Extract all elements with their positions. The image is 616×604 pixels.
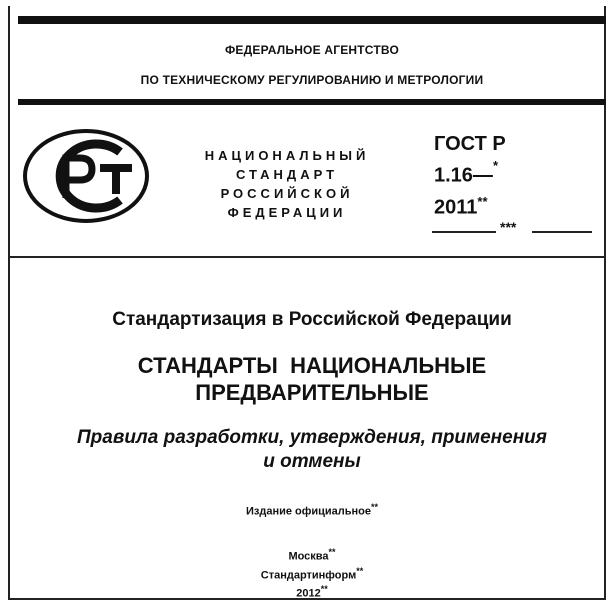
edition-note: [18, 502, 606, 518]
national-standard-label: [184, 146, 390, 222]
subtitle: [18, 426, 606, 474]
national-standard-line4: ФЕДЕРАЦИИ: [227, 205, 347, 220]
edition-text: Издание официальное: [245, 505, 372, 518]
standard-designation: [434, 131, 506, 220]
subtitle-line1: Правила разработки, утверждения, применения: [77, 427, 547, 448]
publisher-name-text: Стандартинформ: [260, 569, 357, 582]
designation-blanks: [432, 219, 592, 235]
publisher-city-mark: **: [328, 547, 336, 557]
header-rule: [18, 99, 606, 105]
top-rule: [18, 16, 606, 24]
publisher-year-text: 2012: [296, 587, 321, 600]
national-standard-line1: НАЦИОНАЛЬНЫЙ: [204, 148, 370, 163]
series-title: Стандартизация в Российской Федерации: [112, 309, 512, 330]
publisher-name: [18, 564, 606, 583]
main-title-line1: СТАНДАРТЫ НАЦИОНАЛЬНЫЕ: [137, 353, 487, 378]
designation-year-text: 2011: [434, 196, 478, 219]
publisher-city-text: Москва: [288, 550, 329, 563]
publisher-year: [18, 582, 606, 601]
blank-line-left: [432, 231, 496, 233]
blank-line-right: [532, 231, 592, 233]
agency-name-line2: ПО ТЕХНИЧЕСКОМУ РЕГУЛИРОВАНИЮ И МЕТРОЛОГИИ: [140, 73, 484, 87]
subtitle-line2: и отмены: [263, 451, 361, 472]
designation-year-mark: **: [477, 193, 488, 209]
edition-mark: **: [371, 502, 379, 512]
agency-name-line1: ФЕДЕРАЛЬНОЕ АГЕНТСТВО: [224, 43, 399, 57]
rst-certification-mark-icon: [22, 128, 150, 224]
designation-number-mark: *: [492, 158, 498, 173]
national-standard-line2: СТАНДАРТ: [235, 167, 339, 182]
designation-prefix: ГОСТ Р: [434, 133, 506, 155]
publisher-year-mark: **: [320, 584, 328, 595]
main-title-line2: ПРЕДВАРИТЕЛЬНЫЕ: [195, 380, 429, 405]
designation-year: [434, 189, 506, 221]
designation-number-text: 1.16—: [434, 164, 493, 187]
publisher-name-mark: **: [356, 565, 364, 576]
designation-number: [434, 157, 506, 189]
main-title: [18, 352, 606, 406]
national-standard-line3: РОССИЙСКОЙ: [220, 186, 354, 201]
section-divider: [8, 256, 606, 258]
publisher-block: [18, 545, 606, 601]
publisher-city: [18, 545, 606, 564]
designation-extra-mark: ***: [500, 219, 517, 235]
